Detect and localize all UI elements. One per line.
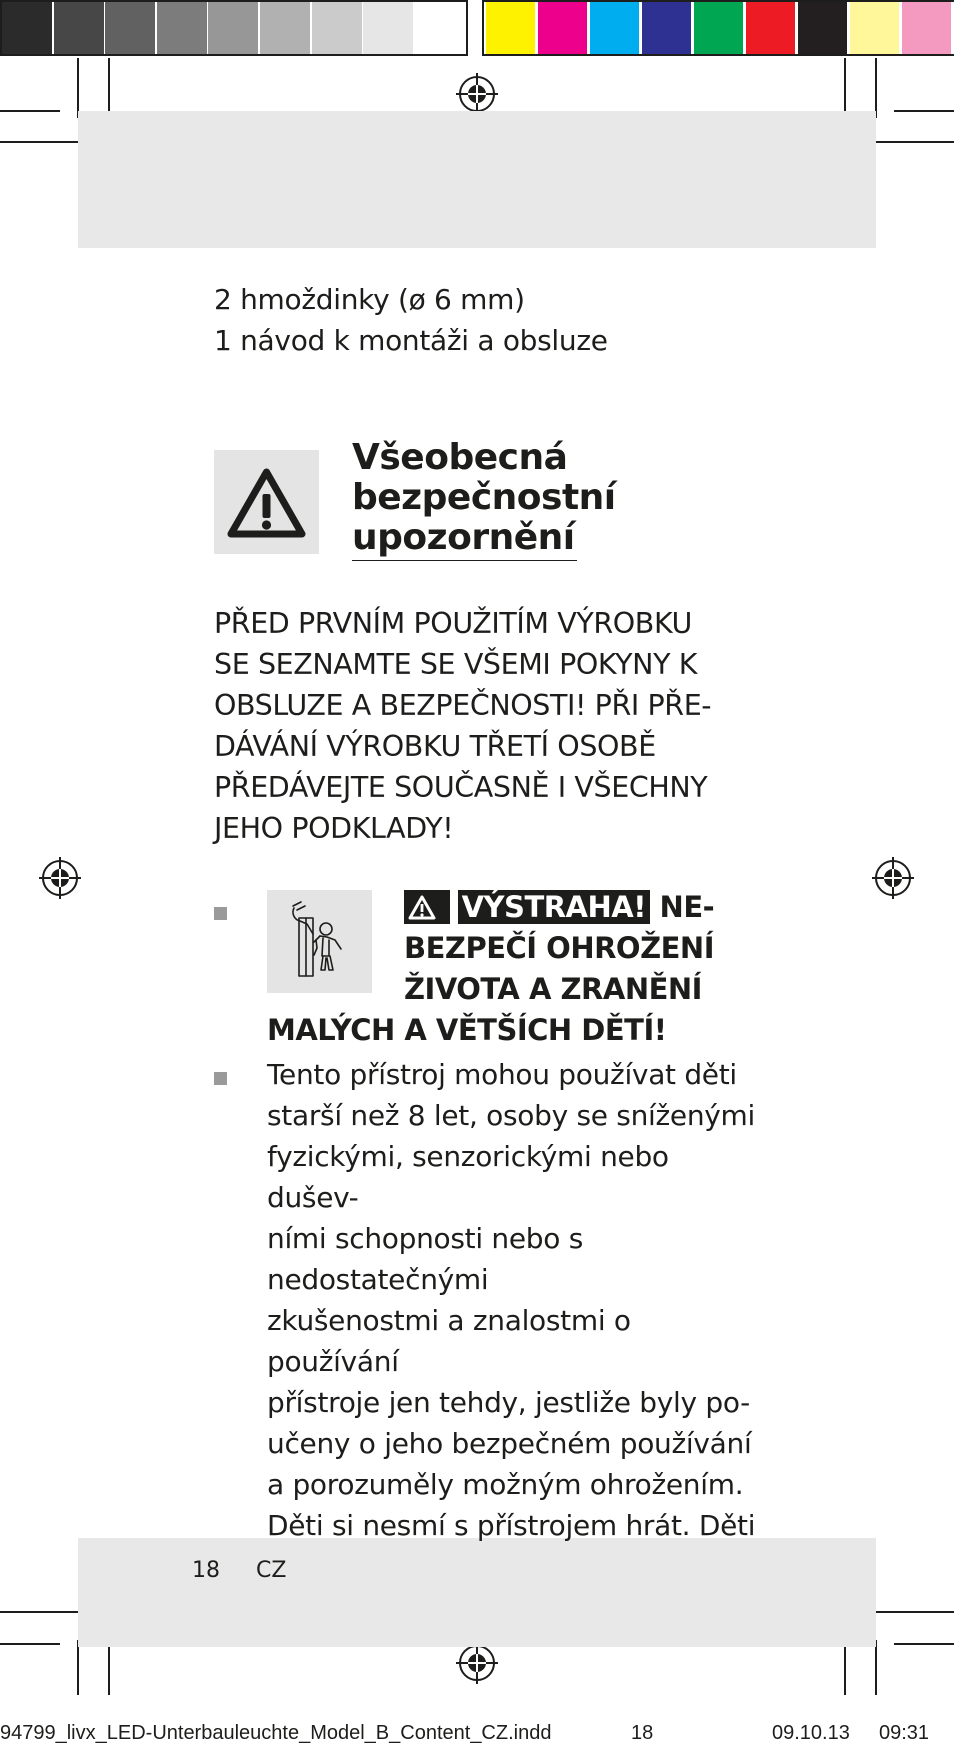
color-swatch xyxy=(486,2,535,54)
crop-mark xyxy=(875,1640,877,1695)
crop-mark xyxy=(0,1611,85,1613)
color-swatch xyxy=(538,2,587,54)
crop-mark xyxy=(844,1640,846,1695)
gray-swatch xyxy=(2,2,52,54)
paragraph-line: Děti si nesmí s přístrojem hrát. Děti xyxy=(267,1509,756,1542)
warning-heading-continued: MALÝCH A VĚTŠÍCH DĚTÍ! xyxy=(267,1013,667,1047)
registration-mark-icon xyxy=(456,1642,498,1684)
gray-swatch xyxy=(312,2,362,54)
gray-swatch xyxy=(157,2,207,54)
paragraph-line: starší než 8 let, osoby se sníženými xyxy=(267,1099,755,1132)
paragraph-line: zkušenostmi a znalostmi o používání xyxy=(267,1304,631,1378)
gray-swatch xyxy=(54,2,104,54)
caution-line: SE SEZNAMTE SE VŠEMI POKYNY K xyxy=(214,648,698,681)
slug-line xyxy=(0,1722,954,1748)
color-swatch xyxy=(746,2,795,54)
crop-mark xyxy=(108,58,110,118)
gray-swatch xyxy=(208,2,258,54)
header-panel xyxy=(78,111,876,248)
paragraph-line: Tento přístroj mohou používat děti xyxy=(267,1058,737,1091)
paragraph-line: učeny o jeho bezpečném používání xyxy=(267,1427,752,1460)
crop-mark xyxy=(844,58,846,118)
crop-mark xyxy=(894,110,954,112)
warning-tag xyxy=(404,890,450,924)
child-safety-icon xyxy=(267,890,372,993)
color-swatch xyxy=(850,2,899,54)
caution-line: PŘEDÁVEJTE SOUČASNĚ I VŠECHNY xyxy=(214,771,708,804)
caution-line: PŘED PRVNÍM POUŽITÍM VÝROBKU xyxy=(214,607,692,640)
footer-panel xyxy=(78,1538,876,1647)
gray-swatch xyxy=(363,2,413,54)
color-swatch xyxy=(902,2,951,54)
color-swatch xyxy=(694,2,743,54)
crop-mark xyxy=(108,1640,110,1695)
warning-tag-label: VÝSTRAHA! xyxy=(458,890,650,924)
registration-mark-icon xyxy=(39,857,81,899)
gray-swatch xyxy=(105,2,155,54)
crop-mark xyxy=(875,58,877,118)
child-icon-box xyxy=(267,890,372,993)
body-paragraph xyxy=(267,1054,767,1546)
warning-heading: VÝSTRAHA! NE- BEZPEČÍ OHROŽENÍ ŽIVOTA A ZRANĚNÍ xyxy=(404,890,715,1006)
color-swatch xyxy=(798,2,847,54)
caution-line: JEHO PODKLADY! xyxy=(214,812,454,845)
slug-time: 09:31 xyxy=(879,1722,930,1744)
page-footer xyxy=(192,1558,286,1583)
slug-filename: 94799_livx_LED-Unterbauleuchte_Model_B_Content_CZ.indd xyxy=(0,1722,552,1744)
registration-mark-icon xyxy=(872,857,914,899)
contents-line: 1 návod k montáži a obsluze xyxy=(214,324,608,357)
paragraph-line: přístroje jen tehdy, jestliže byly po- xyxy=(267,1386,750,1419)
paragraph-line: fyzickými, senzorickými nebo dušev- xyxy=(267,1140,669,1214)
crop-mark xyxy=(0,1643,60,1645)
crop-mark xyxy=(867,1611,954,1613)
section-warning-icon-box xyxy=(214,450,319,554)
color-swatch xyxy=(590,2,639,54)
caution-line: DÁVÁNÍ VÝROBKU TŘETÍ OSOBĚ xyxy=(214,730,656,763)
contents-list xyxy=(214,279,774,361)
caution-paragraph xyxy=(214,603,774,849)
slug-page: 18 xyxy=(631,1722,654,1744)
slug-date: 09.10.13 xyxy=(772,1722,850,1744)
crop-mark xyxy=(867,141,954,143)
registration-mark-icon xyxy=(456,73,498,115)
section-title: Všeobecná bezpečnostní upozornění xyxy=(352,438,672,561)
crop-mark xyxy=(0,141,85,143)
gray-swatch xyxy=(260,2,310,54)
bullet-marker xyxy=(214,907,227,920)
contents-line: 2 hmoždinky (ø 6 mm) xyxy=(214,283,525,316)
paragraph-line: a porozuměly možným ohrožením. xyxy=(267,1468,744,1501)
warning-triangle-icon xyxy=(214,450,319,554)
paragraph-line: ními schopnosti nebo s nedostatečnými xyxy=(267,1222,584,1296)
crop-mark xyxy=(0,110,60,112)
caution-line: OBSLUZE A BEZPEČNOSTI! PŘI PŘE- xyxy=(214,689,712,722)
language-code: CZ xyxy=(256,1558,287,1583)
color-swatch xyxy=(642,2,691,54)
crop-mark xyxy=(77,58,79,118)
warning-triangle-icon xyxy=(408,895,436,920)
page-number: 18 xyxy=(192,1558,220,1583)
bullet-marker xyxy=(214,1072,227,1085)
gray-swatch xyxy=(415,2,465,54)
crop-mark xyxy=(894,1643,954,1645)
crop-mark xyxy=(77,1640,79,1695)
